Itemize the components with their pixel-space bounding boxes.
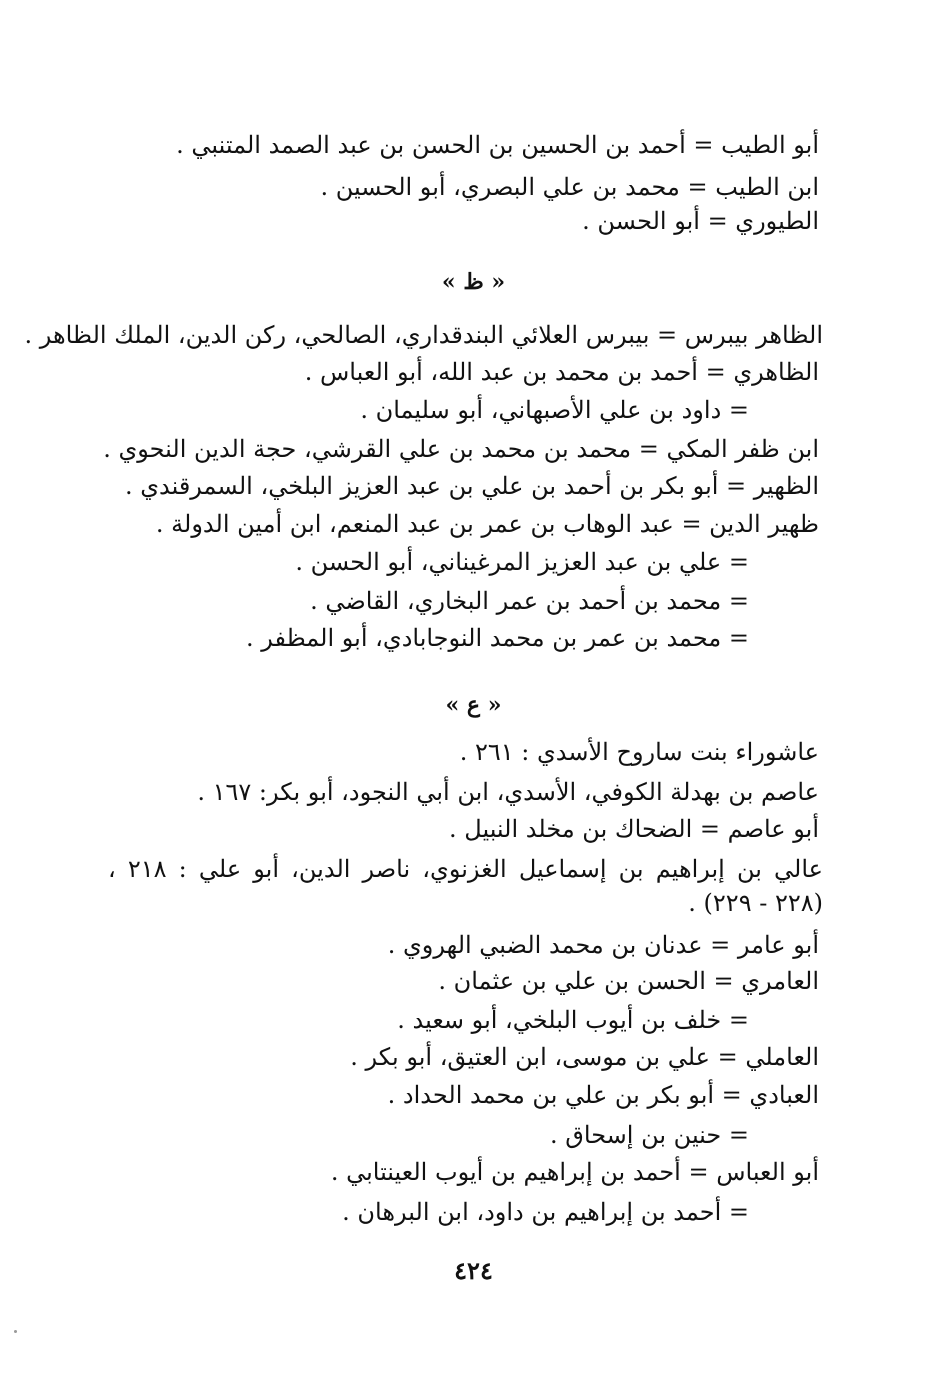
index-entry: أبو العباس = أحمد بن إبراهيم بن أيوب العينتابي . (330, 1158, 819, 1186)
index-entry: = داود بن علي الأصبهاني، أبو سليمان . (360, 396, 749, 424)
index-entry: = علي بن عبد العزيز المرغيناني، أبو الحسن . (295, 548, 749, 576)
index-entry: ابن الطيب = محمد بن علي البصري، أبو الحسين . (320, 173, 819, 201)
page-number: ٤٢٤ (454, 1256, 493, 1285)
index-entry: عالي بن إبراهيم بن إسماعيل الغزنوي، ناصر الدين، أبو علي : ٢١٨ ، (٢٢٨ - ٢٢٩) . (108, 855, 823, 917)
index-entry: = خلف بن أيوب البلخي، أبو سعيد . (397, 1006, 749, 1034)
index-entry: = محمد بن أحمد بن عمر البخاري، القاضي . (310, 587, 749, 615)
index-entry: الطيوري = أبو الحسن . (582, 207, 819, 235)
section-heading-za: « ظ » (441, 269, 506, 295)
index-entry: أبو الطيب = أحمد بن الحسين بن الحسن بن عبد الصمد المتنبي . (176, 131, 819, 159)
scan-speck (14, 1330, 17, 1333)
index-entry: أبو عامر = عدنان بن محمد الضبي الهروي . (387, 931, 819, 959)
index-entry: ظهير الدين = عبد الوهاب بن عمر بن عبد المنعم، ابن أمين الدولة . (155, 510, 819, 538)
index-entry: العاملي = علي بن موسى، ابن العتيق، أبو بكر . (350, 1043, 819, 1071)
index-entry: = محمد بن عمر بن محمد النوجابادي، أبو المظفر . (245, 624, 749, 652)
index-entry: الظهير = أبو بكر بن أحمد بن علي بن عبد العزيز البلخي، السمرقندي . (124, 472, 819, 500)
index-entry: الظاهري = أحمد بن محمد بن عبد الله، أبو العباس . (304, 358, 819, 386)
section-heading-ain: « ع » (445, 692, 502, 718)
index-entry: = أحمد بن إبراهيم بن داود، ابن البرهان . (342, 1198, 749, 1226)
index-entry: أبو عاصم = الضحاك بن مخلد النبيل . (449, 815, 819, 843)
index-entry: الظاهر بيبرس = بيبرس العلائي البندقداري، الصالحي، ركن الدين، الملك الظاهر . (24, 321, 823, 349)
index-entry: العامري = الحسن بن علي بن عثمان . (438, 967, 819, 995)
index-entry: ابن ظفر المكي = محمد بن محمد بن علي القرشي، حجة الدين النحوي . (103, 435, 819, 463)
index-entry: عاشوراء بنت ساروح الأسدي : ٢٦١ . (459, 738, 819, 766)
index-entry: = حنين بن إسحاق . (550, 1121, 749, 1149)
index-entry: عاصم بن بهدلة الكوفي، الأسدي، ابن أبي النجود، أبو بكر: ١٦٧ . (197, 778, 819, 806)
index-entry: العبادي = أبو بكر بن علي بن محمد الحداد . (387, 1081, 819, 1109)
